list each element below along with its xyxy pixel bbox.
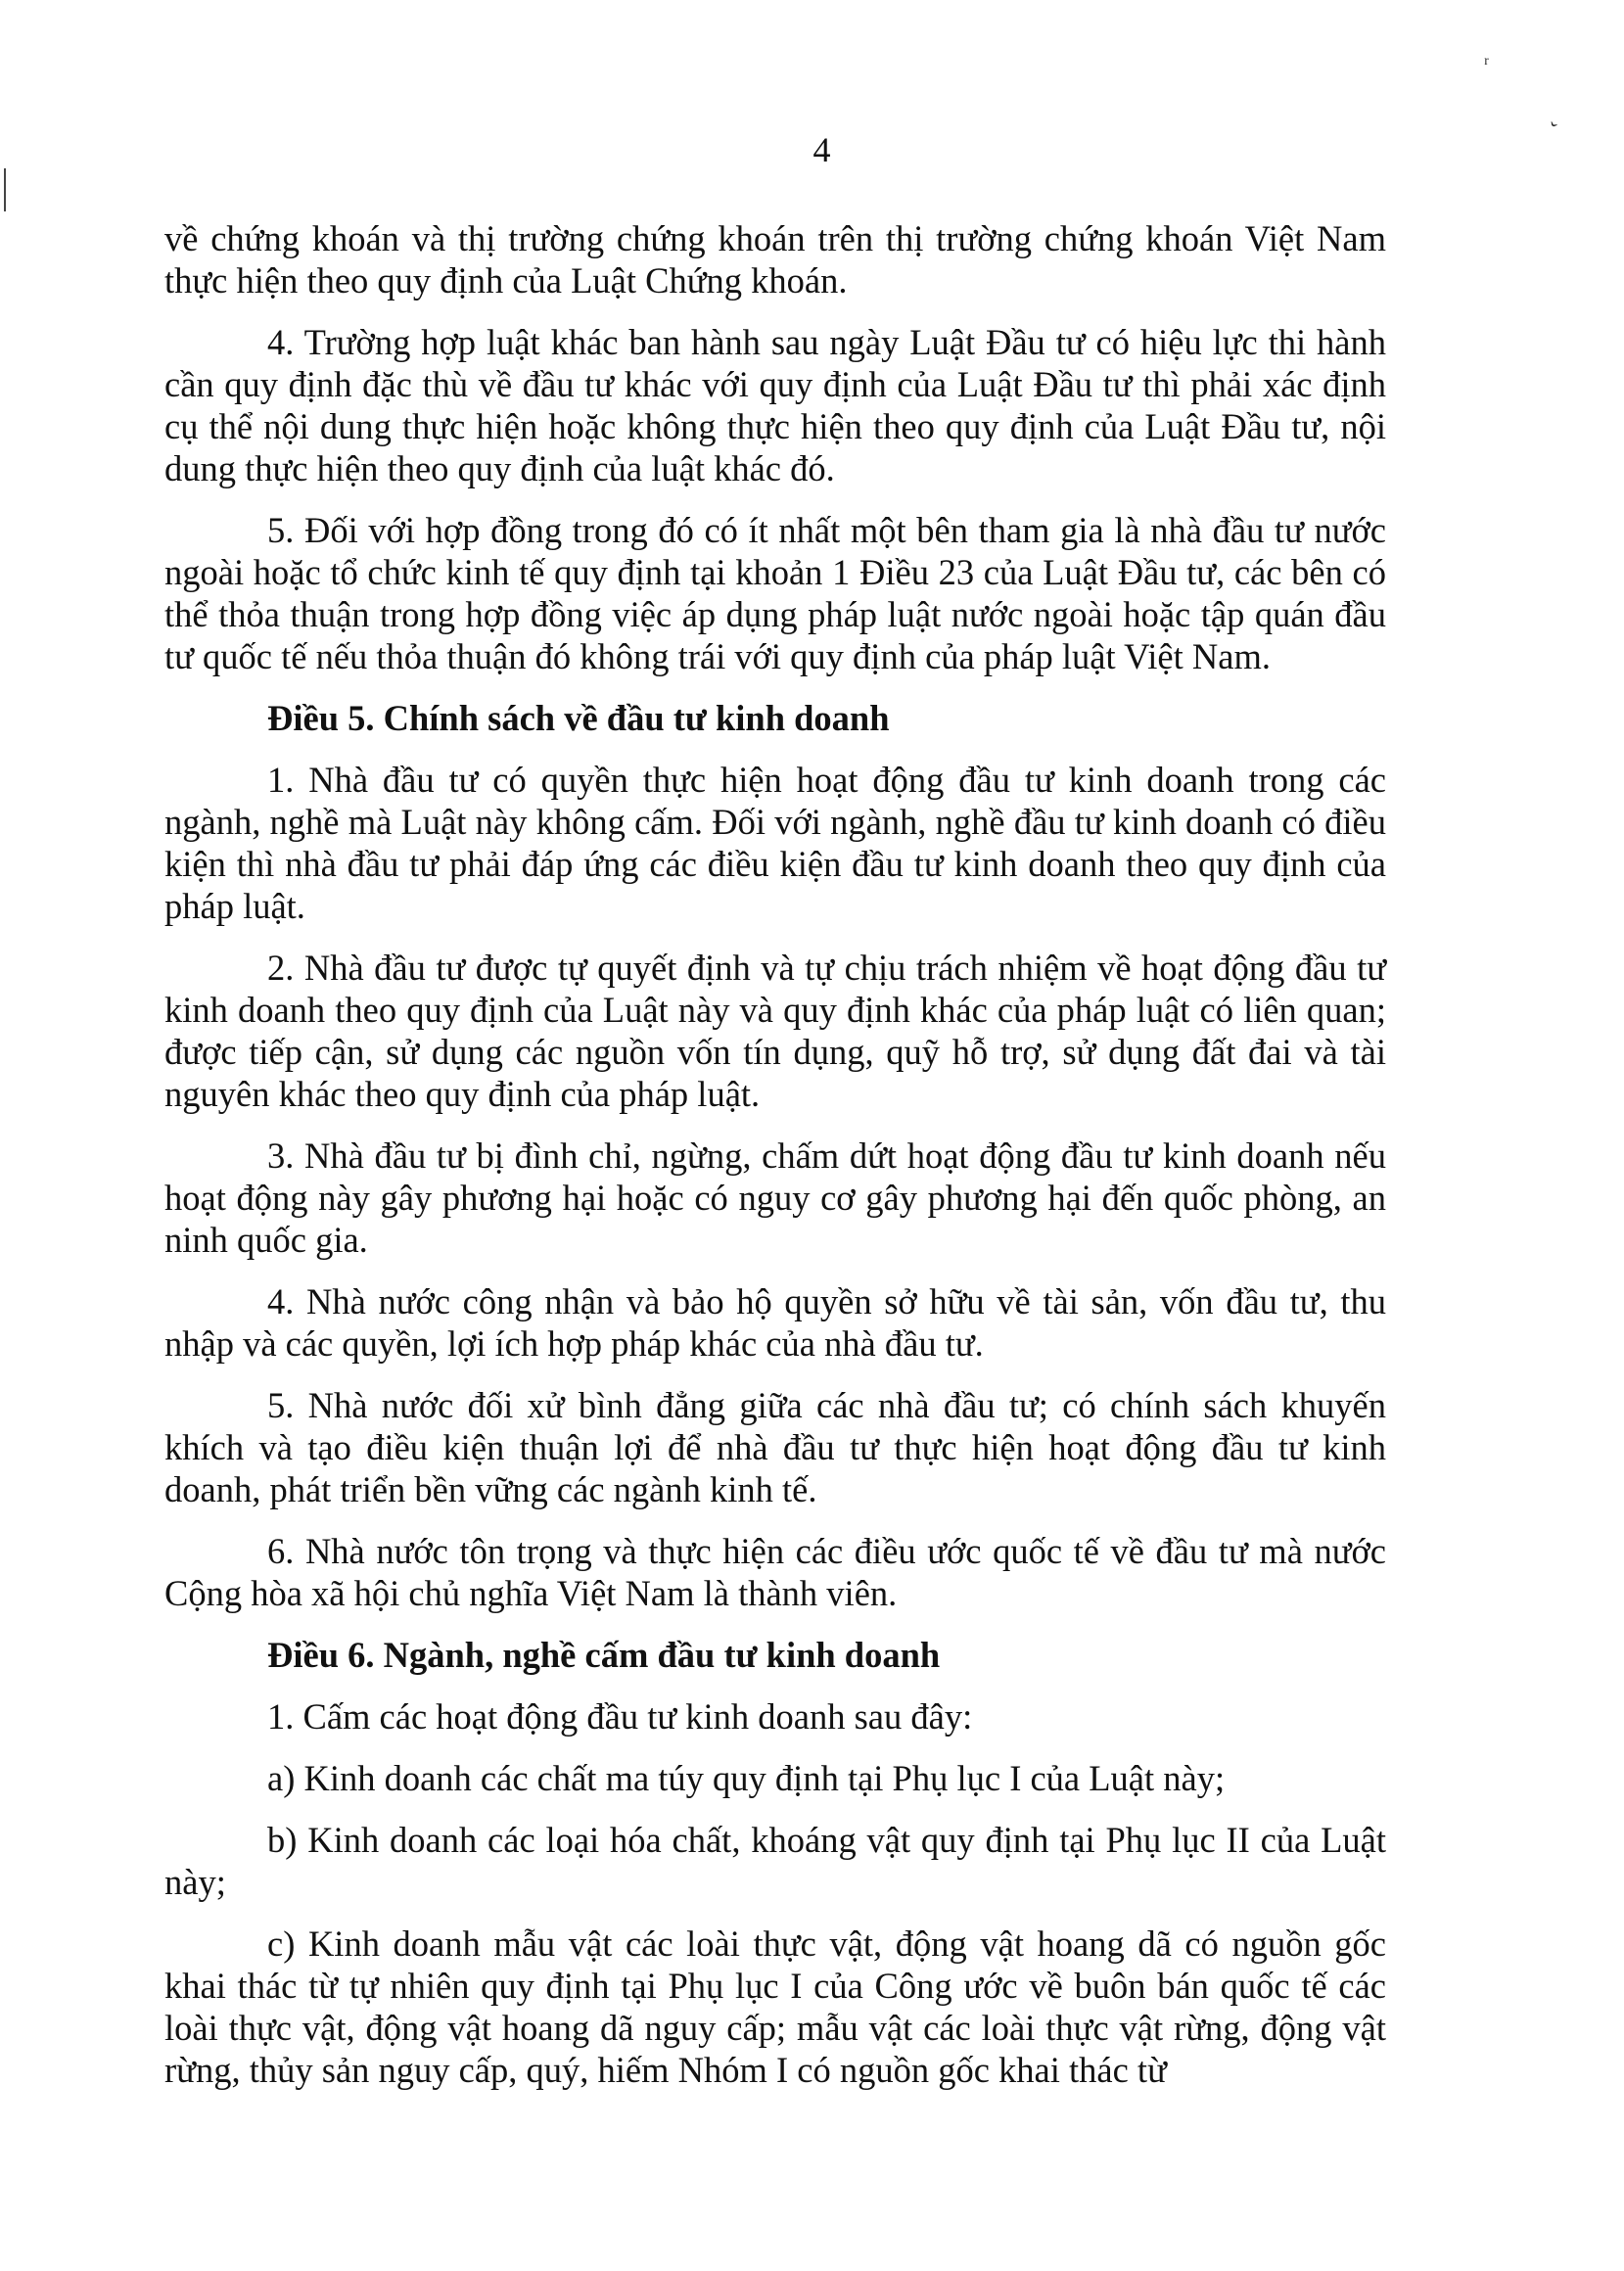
article4-clause-4: 4. Trường hợp luật khác ban hành sau ngày Luật Đầu tư có hiệu lực thi hành cần quy định đặc thù về đầu tư khác với quy định của Luật Đầu tư thì phải xác định cụ thể nội dung thực hiện hoặc không thực hiện theo quy định của Luật Đầu tư, nội dung thực hiện theo quy định của luật khác đó.: [164, 322, 1386, 488]
article6-point-a: a) Kinh doanh các chất ma túy quy định tại Phụ lục I của Luật này;: [267, 1758, 1226, 1798]
scan-speck: ˇ: [1541, 116, 1560, 143]
article5-clause-6: 6. Nhà nước tôn trọng và thực hiện các điều ước quốc tế về đầu tư mà nước Cộng hòa xã hội chủ nghĩa Việt Nam là thành viên.: [164, 1531, 1386, 1613]
article6-clause-1: 1. Cấm các hoạt động đầu tư kinh doanh sau đây:: [267, 1696, 973, 1737]
article5-clause-4: 4. Nhà nước công nhận và bảo hộ quyền sở hữu về tài sản, vốn đầu tư, thu nhập và các quyền, lợi ích hợp pháp khác của nhà đầu tư.: [164, 1281, 1386, 1364]
scan-speck: ʳ: [1484, 51, 1489, 75]
article5-clause-1: 1. Nhà đầu tư có quyền thực hiện hoạt động đầu tư kinh doanh trong các ngành, nghề mà Luật này không cấm. Đối với ngành, nghề đầu tư kinh doanh có điều kiện thì nhà đầu tư phải đáp ứng các điều kiện đầu tư kinh doanh theo quy định của pháp luật.: [164, 760, 1386, 926]
page-number: 4: [812, 130, 831, 169]
article6-point-c: c) Kinh doanh mẫu vật các loài thực vật, động vật hoang dã có nguồn gốc khai thác từ tự nhiên quy định tại Phụ lục I của Công ước về buôn bán quốc tế các loài thực vật, động vật hoang dã nguy cấp; mẫu vật các loài thực vật rừng, động vật rừng, thủy sản nguy cấp, quý, hiếm Nhóm I có nguồn gốc khai thác từ: [164, 1923, 1386, 2090]
paragraph-continuation: về chứng khoán và thị trường chứng khoán trên thị trường chứng khoán Việt Nam thực hiện theo quy định của Luật Chứng khoán.: [164, 218, 1386, 301]
article5-clause-3: 3. Nhà đầu tư bị đình chỉ, ngừng, chấm dứt hoạt động đầu tư kinh doanh nếu hoạt động này gây phương hại hoặc có nguy cơ gây phương hại đến quốc phòng, an ninh quốc gia.: [164, 1136, 1386, 1260]
article5-heading: Điều 5. Chính sách về đầu tư kinh doanh: [267, 698, 890, 738]
article5-clause-2: 2. Nhà đầu tư được tự quyết định và tự chịu trách nhiệm về hoạt động đầu tư kinh doanh theo quy định của Luật này và quy định khác của pháp luật có liên quan; được tiếp cận, sử dụng các nguồn vốn tín dụng, quỹ hỗ trợ, sử dụng đất đai và tài nguyên khác theo quy định của pháp luật.: [164, 948, 1386, 1114]
scan-edge-line: [4, 168, 6, 211]
article6-heading: Điều 6. Ngành, nghề cấm đầu tư kinh doanh: [267, 1635, 941, 1675]
document-body: [164, 217, 1386, 2110]
article4-clause-5: 5. Đối với hợp đồng trong đó có ít nhất một bên tham gia là nhà đầu tư nước ngoài hoặc tổ chức kinh tế quy định tại khoản 1 Điều 23 của Luật Đầu tư, các bên có thể thỏa thuận trong hợp đồng việc áp dụng pháp luật nước ngoài hoặc tập quán đầu tư quốc tế nếu thỏa thuận đó không trái với quy định của pháp luật Việt Nam.: [164, 510, 1386, 676]
article6-point-b: b) Kinh doanh các loại hóa chất, khoáng vật quy định tại Phụ lục II của Luật này;: [164, 1820, 1386, 1902]
article5-clause-5: 5. Nhà nước đối xử bình đẳng giữa các nhà đầu tư; có chính sách khuyến khích và tạo điều kiện thuận lợi để nhà đầu tư thực hiện hoạt động đầu tư kinh doanh, phát triển bền vững các ngành kinh tế.: [164, 1385, 1386, 1509]
